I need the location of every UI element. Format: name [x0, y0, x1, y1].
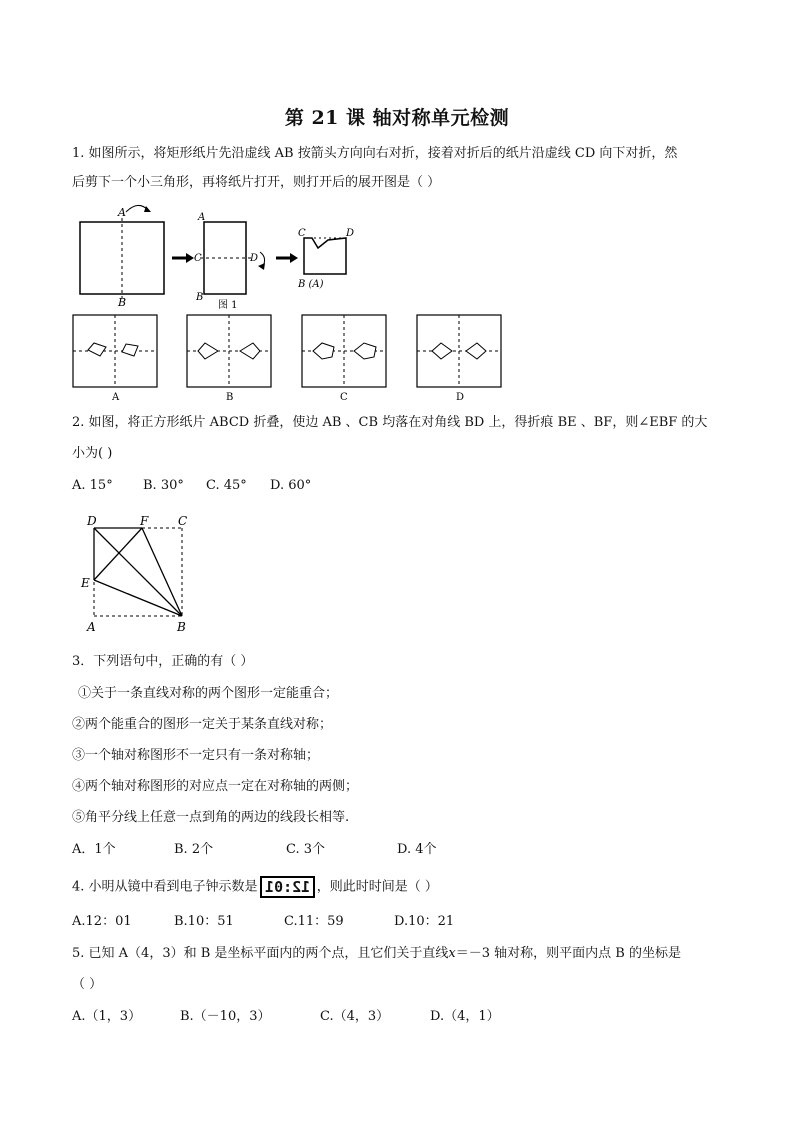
q1-options-figure [72, 314, 532, 404]
q1-option-c-label: C [340, 392, 348, 403]
page-title: 第 21 课 轴对称单元检测 [284, 107, 510, 129]
q4-option-c[interactable]: C.11：59 [284, 914, 344, 929]
q1-label-a2: A [198, 212, 206, 223]
q3-statement-5: ⑤角平分线上任意一点到角的两边的线段长相等. [72, 810, 350, 825]
q1-arrow-head [144, 206, 151, 212]
mirrored-clock-digits: 12:01 [264, 878, 310, 896]
q5-variable-x: x [448, 946, 456, 961]
q3-option-b[interactable]: B. 2个 [174, 842, 214, 857]
q1-option-c[interactable] [302, 315, 386, 403]
q4-option-b[interactable]: B.10：51 [174, 914, 234, 929]
q1-label-b1: B [118, 296, 127, 309]
q5-option-b[interactable]: B.（－10，3） [180, 1009, 271, 1024]
q3-option-d[interactable]: D. 4个 [397, 842, 437, 857]
q3-option-a[interactable]: A．1个 [72, 842, 116, 857]
q5-stem-line1 [72, 945, 681, 963]
q1-step-arrow-head-1 [186, 253, 194, 263]
q3-stem: 3．下列语句中，正确的有（ ） [72, 654, 254, 669]
q2-label-e: E [81, 576, 90, 590]
q4-option-a[interactable]: A.12：01 [72, 914, 132, 929]
q1-option-d[interactable] [417, 315, 501, 403]
q4-option-d[interactable]: D.10：21 [394, 914, 455, 929]
q2-stem-line2: 小为( ) [72, 446, 113, 461]
q4-stem-after: ，则此时时间是（ ） [316, 879, 438, 895]
q1-label-b2: B [196, 292, 204, 303]
q4-stem [72, 876, 438, 898]
q3-statement-3: ③一个轴对称图形不一定只有一条对称轴； [72, 748, 320, 763]
q2-label-f: F [140, 514, 149, 528]
q1-option-b[interactable] [187, 315, 271, 403]
q1-label-d3: D [346, 228, 355, 239]
q1-option-a-label: A [112, 392, 120, 403]
q1-stem-line1: 1. 如图所示，将矩形纸片先沿虚线 AB 按箭头方向向右对折，接着对折后的纸片沿虚线 CD 向下对折，然 [72, 146, 678, 161]
q1-option-a[interactable] [73, 315, 157, 403]
q1-option-b-label: B [226, 392, 234, 403]
q3-statement-2: ②两个能重合的图形一定关于某条直线对称； [72, 717, 333, 732]
q1-label-c2: C [194, 253, 202, 264]
q2-option-d[interactable]: D. 60° [270, 478, 312, 493]
q2-label-a: A [87, 620, 96, 634]
q5-stem-line2: （ ） [72, 977, 103, 992]
q1-figure-caption: 图 1 [218, 300, 238, 310]
q2-square-figure [78, 512, 208, 637]
q1-step-arrow-head-2 [290, 253, 298, 263]
q1-fold-figure [72, 198, 362, 310]
q2-label-b: B [177, 620, 186, 634]
q5-stem-before: 5. 已知 A（4，3）和 B 是坐标平面内的两个点，且它们关于直线 [72, 946, 449, 961]
q1-label-d2: D [250, 253, 259, 264]
q2-option-b[interactable]: B. 30° [143, 478, 184, 493]
q1-label-a1: A [118, 206, 126, 219]
q1-cut-paper [304, 238, 346, 274]
q1-label-ba: B (A) [298, 279, 324, 290]
q3-statement-4: ④两个轴对称图形的对应点一定在对称轴的两侧； [72, 779, 359, 794]
q5-stem-after: ＝－3 轴对称，则平面内点 B 的坐标是 [455, 946, 681, 961]
q2-option-a[interactable]: A. 15° [72, 478, 113, 493]
mirrored-clock-display [260, 876, 315, 898]
q1-option-d-label: D [456, 392, 465, 403]
q2-label-d: D [87, 514, 97, 528]
q1-fold-arrow-2-head [258, 263, 265, 270]
q1-label-c3: C [298, 228, 306, 239]
q3-statement-1: ①关于一条直线对称的两个图形一定能重合； [78, 686, 339, 701]
q5-option-d[interactable]: D.（4，1） [430, 1009, 500, 1024]
q5-option-c[interactable]: C.（4，3） [320, 1009, 390, 1024]
q3-option-c[interactable]: C. 3个 [286, 842, 326, 857]
q2-stem-line1: 2. 如图，将正方形纸片 ABCD 折叠，使边 AB 、CB 均落在对角线 BD 上，得折痕 BE 、BF，则∠EBF 的大 [72, 415, 708, 430]
q4-stem-before: 4. 小明从镜中看到电子钟示数是 [72, 879, 258, 895]
q5-option-a[interactable]: A.（1，3） [72, 1009, 142, 1024]
q2-label-c: C [178, 514, 188, 528]
q1-stem-line2: 后剪下一个小三角形，再将纸片打开，则打开后的展开图是（ ） [72, 175, 441, 190]
q2-option-c[interactable]: C. 45° [206, 478, 247, 493]
